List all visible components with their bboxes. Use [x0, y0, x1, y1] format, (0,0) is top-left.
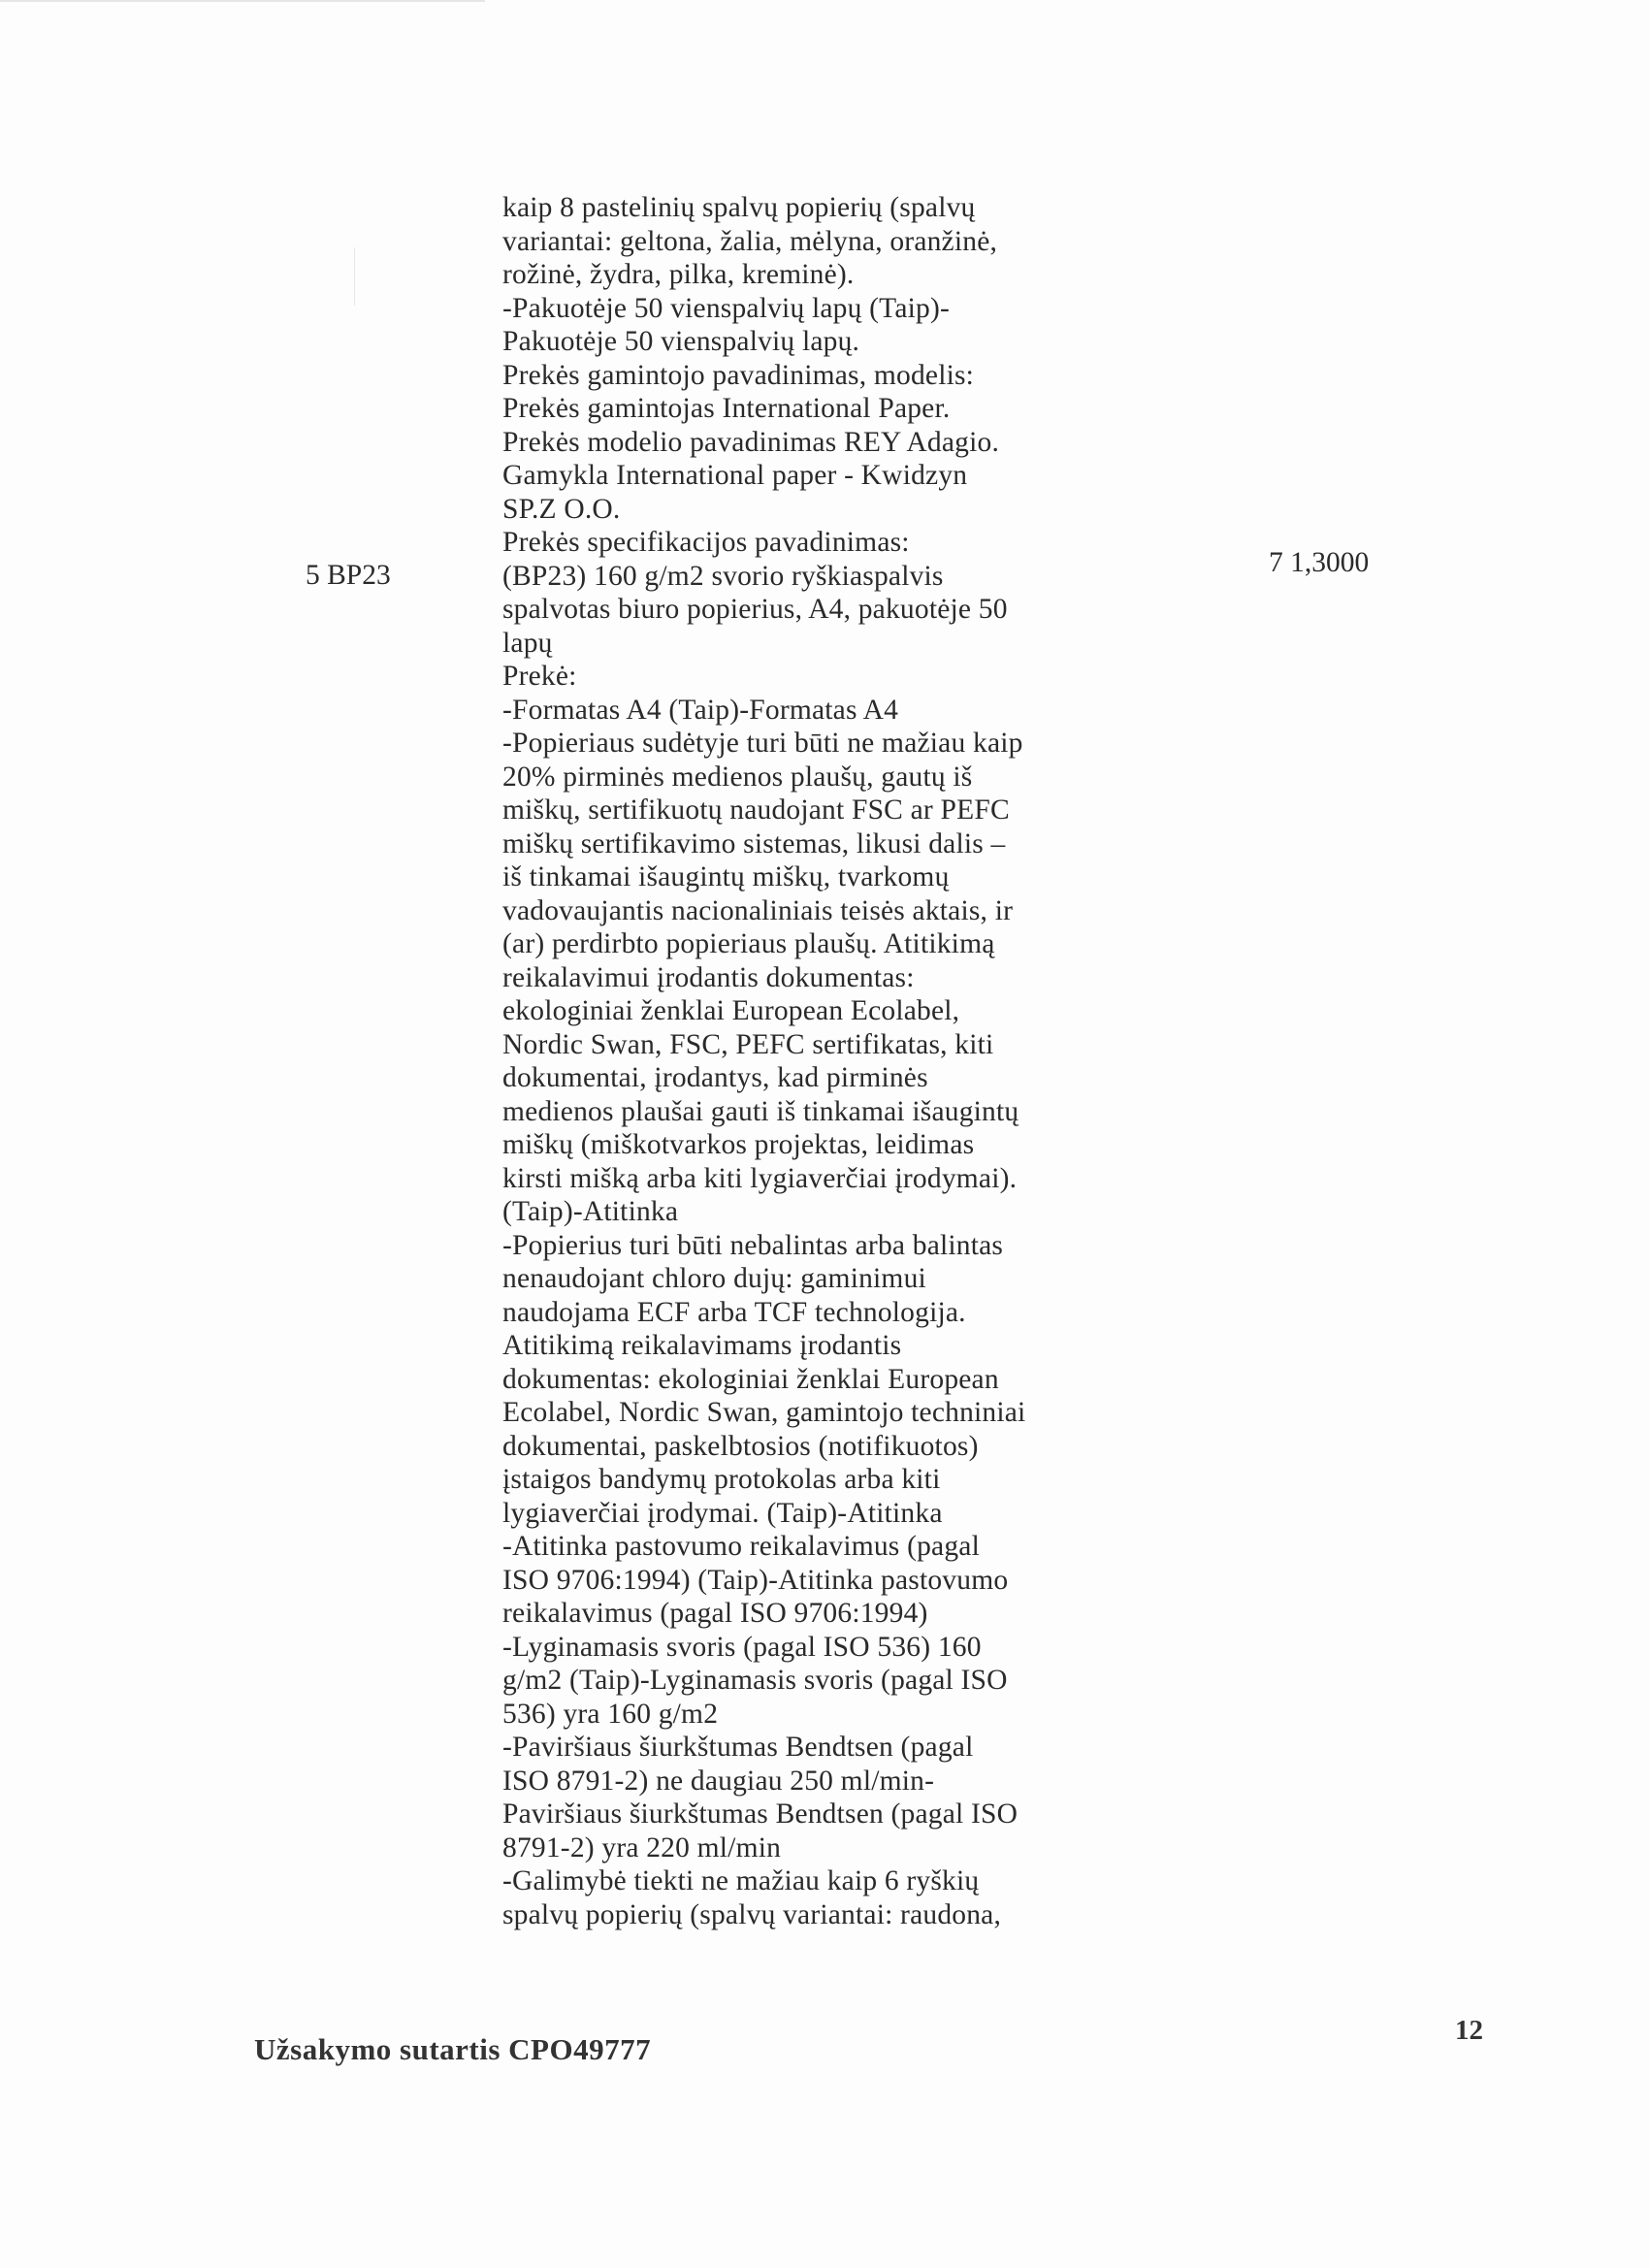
description-line: -Galimybė tiekti ne mažiau kaip 6 ryškių: [502, 1865, 980, 1896]
description-line: miškų sertifikavimo sistemas, likusi dalis –: [502, 827, 1006, 859]
description-line: reikalavimui įrodantis dokumentas:: [502, 961, 915, 993]
scan-mark-top: [0, 0, 485, 2]
description-line: spalvų popierių (spalvų variantai: raudona,: [502, 1898, 1002, 1930]
description-line: SP.Z O.O.: [502, 493, 621, 525]
description-line: dokumentai, paskelbtosios (notifikuotos): [502, 1430, 979, 1462]
description-line: Ecolabel, Nordic Swan, gamintojo techniniai: [502, 1397, 1026, 1428]
description-line: ISO 9706:1994) (Taip)-Atitinka pastovumo: [502, 1564, 1009, 1596]
description-line: naudojama ECF arba TCF technologija.: [502, 1296, 966, 1328]
description-line: įstaigos bandymų protokolas arba kiti: [502, 1464, 941, 1495]
description-line: kaip 8 pastelinių spalvų popierių (spalvų: [502, 192, 976, 223]
description-line: lygiaverčiai įrodymai. (Taip)-Atitinka: [502, 1497, 943, 1529]
description-line: -Popierius turi būti nebalintas arba balintas: [502, 1229, 1004, 1261]
description-line: Atitikimą reikalavimams įrodantis: [502, 1330, 902, 1361]
description-line: (ar) perdirbto popieriaus plaušų. Atitikimą: [502, 928, 995, 959]
scan-mark-left: [354, 247, 355, 306]
description-line: vadovaujantis nacionaliniais teisės aktais, ir: [502, 894, 1014, 926]
description-line: Prekės gamintojo pavadinimas, modelis:: [502, 359, 975, 391]
description-line: Prekės gamintojas International Paper.: [502, 393, 951, 424]
description-line: spalvotas biuro popierius, A4, pakuotėje 50: [502, 594, 1008, 625]
item-quantity: 7 1,3000: [1269, 547, 1370, 578]
description-line: -Popieriaus sudėtyje turi būti ne mažiau kaip: [502, 728, 1023, 759]
page-number: 12: [1455, 2015, 1483, 2046]
description-line: (BP23) 160 g/m2 svorio ryškiaspalvis: [502, 560, 944, 592]
description-line: 20% pirminės medienos plaušų, gautų iš: [502, 761, 973, 793]
description-line: -Paviršiaus šiurkštumas Bendtsen (pagal: [502, 1732, 974, 1763]
description-line: Prekės specifikacijos pavadinimas:: [502, 527, 910, 558]
description-line: variantai: geltona, žalia, mėlyna, oranžinė,: [502, 225, 998, 257]
description-line: g/m2 (Taip)-Lyginamasis svoris (pagal ISO: [502, 1665, 1008, 1696]
description-line: ISO 8791-2) ne daugiau 250 ml/min-: [502, 1765, 935, 1797]
description-line: 536) yra 160 g/m2: [502, 1698, 719, 1730]
description-line: Gamykla International paper - Kwidzyn: [502, 460, 968, 491]
description-line: lapų: [502, 627, 553, 659]
description-line: dokumentas: ekologiniai ženklai European: [502, 1363, 999, 1395]
description-line: Pakuotėje 50 vienspalvių lapų.: [502, 326, 860, 357]
description-line: miškų (miškotvarkos projektas, leidimas: [502, 1129, 975, 1160]
description-line: -Lyginamasis svoris (pagal ISO 536) 160: [502, 1631, 982, 1663]
description-line: -Formatas A4 (Taip)-Formatas A4: [502, 694, 899, 726]
footer-document-title: Užsakymo sutartis CPO49777: [254, 2032, 652, 2066]
description-line: rožinė, žydra, pilka, kreminė).: [502, 259, 855, 290]
description-line: nenaudojant chloro dujų: gaminimui: [502, 1263, 926, 1294]
description-line: ekologiniai ženklai European Ecolabel,: [502, 995, 960, 1026]
description-line: dokumentai, įrodantys, kad pirminės: [502, 1062, 928, 1093]
description-line: iš tinkamai išaugintų miškų, tvarkomų: [502, 861, 950, 892]
description-line: Prekės modelio pavadinimas REY Adagio.: [502, 426, 1000, 458]
description-line: -Atitinka pastovumo reikalavimus (pagal: [502, 1531, 980, 1562]
description-line: Nordic Swan, FSC, PEFC sertifikatas, kiti: [502, 1028, 994, 1060]
item-number: 5 BP23: [306, 560, 391, 591]
description-line: kirsti mišką arba kiti lygiaverčiai įrodymai).: [502, 1162, 1018, 1194]
description-line: (Taip)-Atitinka: [502, 1196, 679, 1227]
description-line: miškų, sertifikuotų naudojant FSC ar PEFC: [502, 794, 1010, 826]
description-line: 8791-2) yra 220 ml/min: [502, 1831, 782, 1863]
description-line: reikalavimus (pagal ISO 9706:1994): [502, 1598, 928, 1629]
item-description: [502, 191, 1084, 1931]
description-line: -Pakuotėje 50 vienspalvių lapų (Taip)-: [502, 292, 951, 324]
description-line: medienos plaušai gauti iš tinkamai išaugintų: [502, 1095, 1019, 1127]
description-line: Prekė:: [502, 661, 577, 692]
description-line: Paviršiaus šiurkštumas Bendtsen (pagal ISO: [502, 1798, 1018, 1830]
